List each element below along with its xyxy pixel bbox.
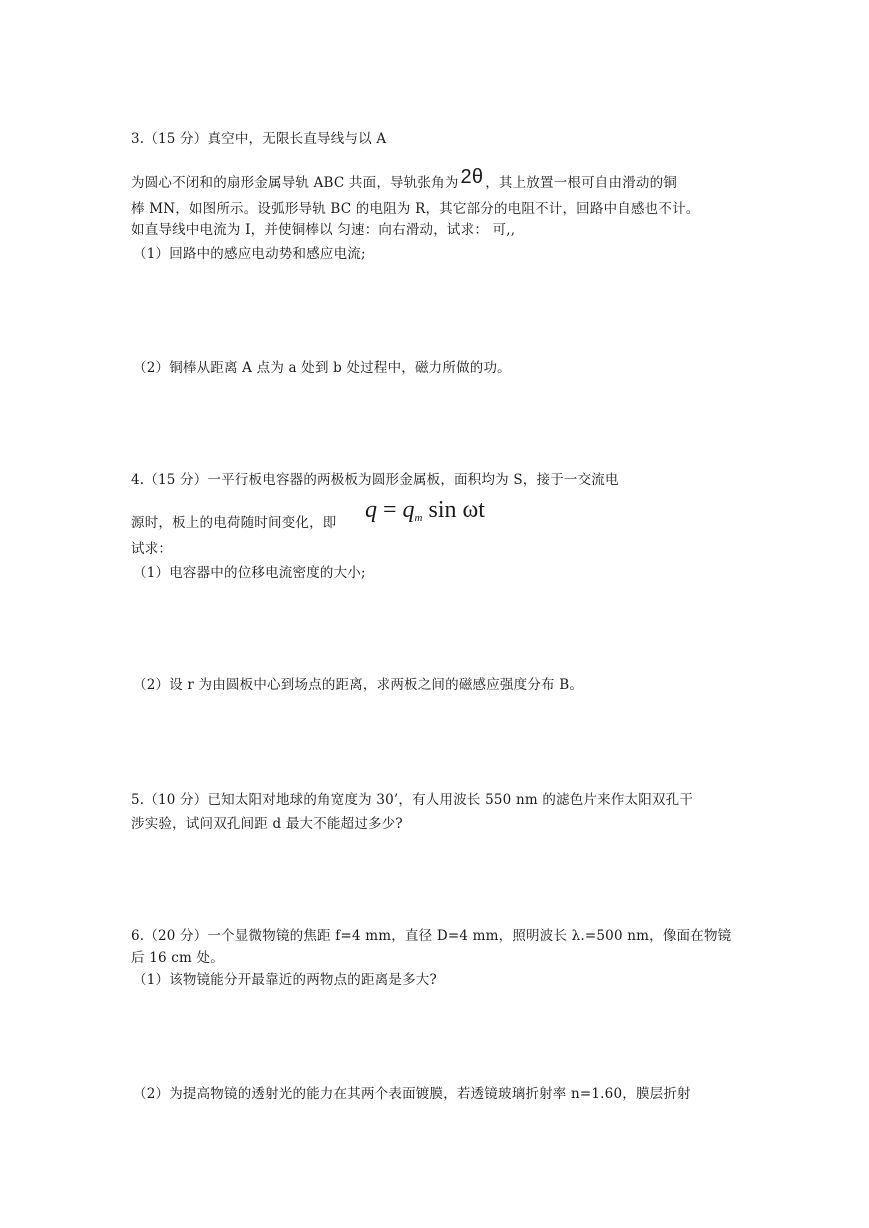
q5-line1: 5.（10 分）已知太阳对地球的角宽度为 30’，有人用波长 550 nm 的滤色片来作太阳双孔干 [131, 792, 694, 808]
q3-line1-text-b: ，其上放置一根可自由滑动的铜 [485, 175, 678, 191]
formula-lhs: q [365, 497, 377, 523]
charge-formula [365, 496, 485, 532]
q4-part1: （1）电容器中的位移电流密度的大小; [133, 565, 366, 581]
q4-title: 4.（15 分）一平行板电容器的两极板为圆形金属板，面积均为 S，接于一交流电 [131, 472, 619, 488]
q6-line2: 后 16 cm 处。 [131, 950, 224, 966]
q3-line1 [131, 166, 678, 192]
q3-part2: （2）铜棒从距离 A 点为 a 处到 b 处过程中，磁力所做的功。 [133, 360, 511, 376]
q4-line1: 源时，板上的电荷随时间变化，即 [131, 515, 337, 531]
formula-sub: m [414, 512, 423, 524]
q6-part2: （2）为提高物镜的透射光的能力在其两个表面镀膜，若透镜玻璃折射率 n=1.60，膜层折射 [133, 1086, 691, 1102]
q3-line2: 棒 MN，如图所示。设弧形导轨 BC 的电阻为 R，其它部分的电阻不计，回路中自感也不计。 [131, 201, 700, 217]
q5-line2: 涉实验，试问双孔间距 d 最大不能超过多少? [131, 816, 403, 832]
q3-part1: （1）回路中的感应电动势和感应电流; [133, 246, 366, 262]
q4-part2: （2）设 r 为由圆板中心到场点的距离，求两板之间的磁感应强度分布 B。 [133, 677, 584, 693]
q6-line1: 6.（20 分）一个显微物镜的焦距 f=4 mm，直径 D=4 mm，照明波长 λ.=500 nm，像面在物镜 [131, 928, 732, 944]
q3-line3: 如直导线中电流为 I，并使铜棒以 匀速：向右滑动，试求： 可,, [131, 222, 516, 238]
formula-rhs: sin ωt [422, 497, 485, 523]
q3-title: 3.（15 分）真空中，无限长直导线与以 A [131, 131, 387, 147]
formula-q: q [402, 497, 415, 523]
q6-part1: （1）该物镜能分开最靠近的两物点的距离是多大? [133, 972, 437, 988]
q3-line1-text-a: 为圆心不闭和的扇形金属导轨 ABC 共面，导轨张角为 [131, 175, 459, 191]
formula-eq: = [377, 497, 403, 523]
q4-line2: 试求： [131, 541, 173, 557]
angle-symbol: 2θ [460, 166, 484, 188]
